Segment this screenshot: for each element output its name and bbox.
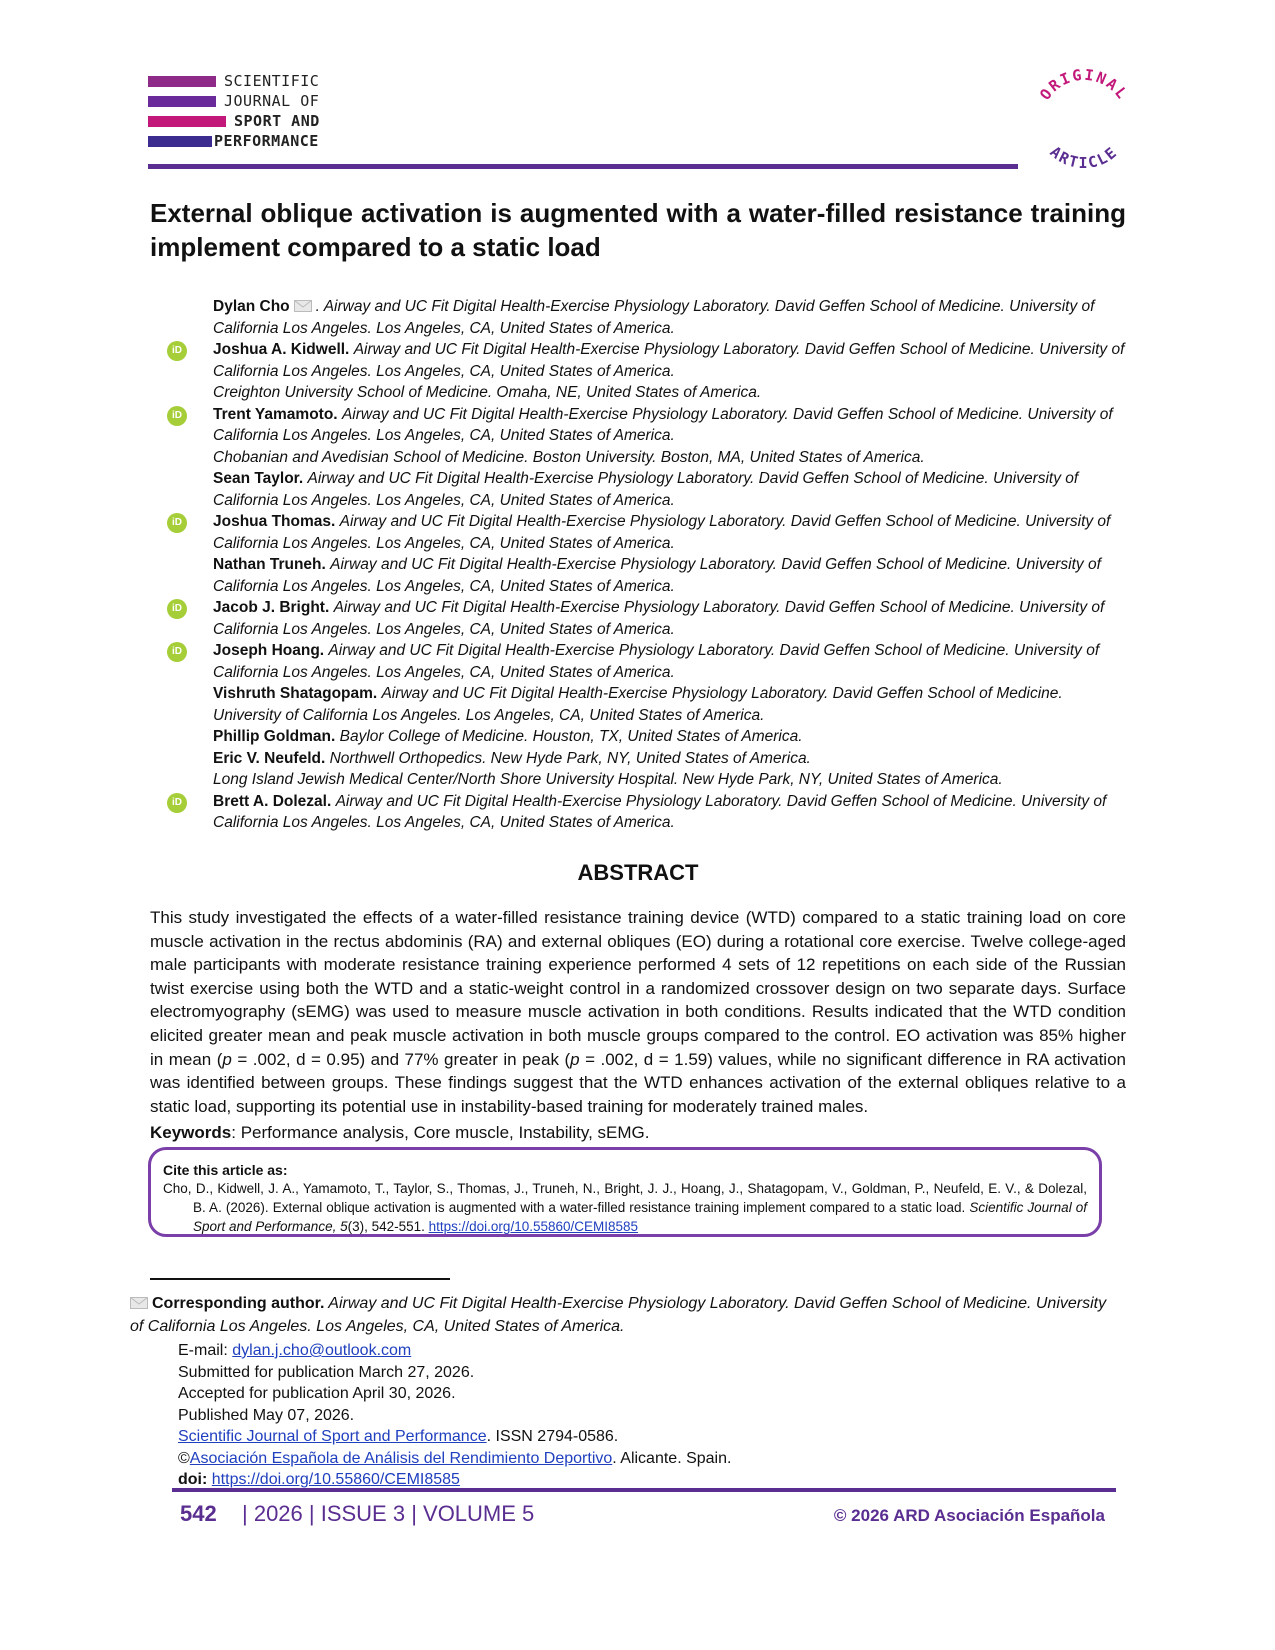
author-name: Joshua A. Kidwell. (213, 341, 350, 358)
published-line: Published May 07, 2026. (178, 1406, 355, 1424)
author-entry (150, 640, 1126, 683)
orcid-icon[interactable]: iD (167, 793, 187, 813)
cite-box (148, 1147, 1102, 1237)
author-entry (150, 554, 1126, 597)
author-affiliation: . Airway and UC Fit Digital Health-Exercise Physiology Laboratory. David Geffen School of Medicine. University of California Los Angeles. Los Angeles, CA, United States of America. (213, 298, 1095, 337)
orcid-icon[interactable]: iD (167, 341, 187, 361)
cite-heading: Cite this article as: (163, 1162, 288, 1178)
logo-bar-4 (148, 136, 212, 147)
association-line: ©Asociación Española de Análisis del Rendimiento Deportivo. Alicante. Spain. (178, 1449, 732, 1467)
keywords-list: : Performance analysis, Core muscle, Instability, sEMG. (231, 1123, 650, 1142)
author-name: Dylan Cho (213, 298, 290, 315)
header-rule (148, 164, 1018, 169)
author-name: Vishruth Shatagopam. (213, 685, 378, 702)
author-affiliation: Airway and UC Fit Digital Health-Exercise Physiology Laboratory. David Geffen School of Medicine. University of California Los Angeles. Los Angeles, CA, United States of America. (213, 642, 1100, 681)
keywords-label: Keywords (150, 1123, 232, 1142)
orcid-icon[interactable]: iD (167, 513, 187, 533)
author-list (150, 296, 1126, 834)
author-second-affiliation: Long Island Jewish Medical Center/North Shore University Hospital. New Hyde Park, NY, United States of America. (213, 771, 1003, 788)
author-name: Nathan Truneh. (213, 556, 326, 573)
author-affiliation: Airway and UC Fit Digital Health-Exercise Physiology Laboratory. David Geffen School of Medicine. University of California Los Angeles. Los Angeles, CA, United States of America. (213, 470, 1079, 509)
author-name: Eric V. Neufeld. (213, 749, 326, 767)
submitted-line: Submitted for publication March 27, 2026. (178, 1363, 475, 1381)
author-name: Brett A. Dolezal. (213, 792, 332, 810)
original-article-badge (1028, 62, 1140, 174)
author-name: Trent Yamamoto. (213, 405, 338, 423)
logo-bar-2 (148, 96, 216, 107)
author-name: Phillip Goldman. (213, 728, 336, 745)
author-entry (150, 683, 1126, 726)
article-title: External oblique activation is augmented with a water-filled resistance training implement compared to a static load (150, 198, 1126, 262)
author-affiliation: Northwell Orthopedics. New Hyde Park, NY, United States of America. (329, 749, 811, 767)
footer-copyright: © 2026 ARD Asociación Española (833, 1506, 1105, 1525)
accepted-line: Accepted for publication April 30, 2026. (178, 1385, 456, 1402)
keywords (150, 1121, 1126, 1144)
author-second-affiliation: Chobanian and Avedisian School of Medicine. Boston University. Boston, MA, United States of America. (213, 448, 925, 466)
author-name: Joshua Thomas. (213, 513, 336, 530)
author-entry (150, 726, 1126, 748)
doi-line: doi: https://doi.org/10.55860/CEMI8585 (178, 1471, 460, 1488)
corresponding-label: Corresponding author. (152, 1295, 325, 1312)
author-affiliation: Airway and UC Fit Digital Health-Exercise Physiology Laboratory. David Geffen School of Medicine. University of California Los Angeles. Los Angeles, CA, United States of America. (213, 599, 1105, 638)
doi-link[interactable]: https://doi.org/10.55860/CEMI8585 (211, 1471, 460, 1488)
author-affiliation: Airway and UC Fit Digital Health-Exercise Physiology Laboratory. David Geffen School of Medicine. University of California Los Angeles. Los Angeles, CA, United States of America. (213, 792, 1107, 831)
author-affiliation: Airway and UC Fit Digital Health-Exercise Physiology Laboratory. David Geffen School of Medicine. University of California Los Angeles. Los Angeles, CA, United States of America. (213, 405, 1113, 444)
logo-line-2: JOURNAL OF (224, 92, 320, 110)
logo-line-1: SCIENTIFIC (224, 72, 320, 90)
author-name: Sean Taylor. (213, 470, 304, 487)
author-affiliation: Airway and UC Fit Digital Health-Exercise Physiology Laboratory. David Geffen School of Medicine. University of California Los Angeles. Los Angeles, CA, United States of America. (213, 513, 1111, 552)
envelope-icon[interactable] (294, 300, 312, 312)
association-link[interactable]: Asociación Española de Análisis del Rendimiento Deportivo (189, 1449, 613, 1467)
author-entry (150, 296, 1126, 339)
author-entry (150, 339, 1126, 404)
author-entry (150, 468, 1126, 511)
corresponding-author (130, 1292, 1120, 1338)
badge-top-text: ORIGINAL (1036, 65, 1132, 104)
author-affiliation: Airway and UC Fit Digital Health-Exercise Physiology Laboratory. David Geffen School of Medicine. University of California Los Angeles. Los Angeles, CA, United States of America. (213, 685, 1063, 724)
issn-line: Scientific Journal of Sport and Performance. ISSN 2794-0586. (178, 1428, 619, 1445)
logo-bar-3 (148, 116, 226, 127)
author-entry (150, 404, 1126, 469)
orcid-icon[interactable]: iD (167, 599, 187, 619)
footer-rule (172, 1488, 1116, 1492)
orcid-icon[interactable]: iD (167, 642, 187, 662)
author-second-affiliation: Creighton University School of Medicine. Omaha, NE, United States of America. (213, 384, 762, 401)
logo-line-3: SPORT AND (234, 112, 320, 130)
author-name: Joseph Hoang. (213, 642, 325, 659)
cite-text: Cho, D., Kidwell, J. A., Yamamoto, T., Taylor, S., Thomas, J., Truneh, N., Bright, J. J., Hoang, J., Shatagopam, V., Goldman, P., Neufeld, E. V., & Dolezal, B. A. (2026). External oblique activation is augmented with a water-filled resistance training implement compared to a static load. Scientific Journal of Sport and Performance, 5(3), 542-551. https://doi.org/10.55860/CEMI8585 (163, 1181, 1087, 1234)
abstract-heading: ABSTRACT (577, 860, 699, 885)
abstract-text: This study investigated the effects of a water-filled resistance training device (WTD) compared to a static training load on core muscle activation in the rectus abdominis (RA) and external obliques (EO) during a rotational core exercise. Twelve college-aged male participants with moderate resistance training experience performed 4 sets of 12 repetitions on each side of the Russian twist exercise using both the WTD and a static-weight control in a randomized crossover design on two separate days. Surface electromyography (sEMG) was used to measure muscle activation in both conditions. Results indicated that the WTD condition elicited greater mean and peak muscle activation in both muscle groups compared to the control. EO activation was 85% higher in mean (p = .002, d = 0.95) and 77% greater in peak (p = .002, d = 1.59) values, while no significant difference in RA activation was identified between groups. These findings suggest that the WTD enhances activation of the external obliques relative to a static load, supporting its potential use in instability-based training for moderately trained males. (150, 908, 1126, 1116)
author-entry (150, 597, 1126, 640)
cite-doi-link[interactable]: https://doi.org/10.55860/CEMI8585 (428, 1219, 639, 1234)
orcid-icon[interactable]: iD (167, 406, 187, 426)
journal-link[interactable]: Scientific Journal of Sport and Performance (178, 1428, 487, 1445)
author-name: Jacob J. Bright. (213, 599, 330, 616)
badge-bottom-text: ARTICLE (1046, 142, 1122, 172)
author-entry (150, 791, 1126, 834)
author-affiliation: Airway and UC Fit Digital Health-Exercise Physiology Laboratory. David Geffen School of Medicine. University of California Los Angeles. Los Angeles, CA, United States of America. (213, 556, 1101, 595)
publication-info (178, 1340, 731, 1491)
author-affiliation: Baylor College of Medicine. Houston, TX, United States of America. (339, 728, 803, 745)
logo-bar-1 (148, 76, 216, 87)
issue-info: | 2026 | ISSUE 3 | VOLUME 5 (242, 1501, 535, 1526)
page-number: 542 (180, 1501, 217, 1526)
author-affiliation: Airway and UC Fit Digital Health-Exercise Physiology Laboratory. David Geffen School of Medicine. University of California Los Angeles. Los Angeles, CA, United States of America. (213, 341, 1125, 380)
email-link[interactable]: dylan.j.cho@outlook.com (232, 1342, 412, 1359)
footnote-rule (150, 1278, 450, 1280)
email-line: E-mail: dylan.j.cho@outlook.com (178, 1342, 412, 1359)
logo-line-4: PERFORMANCE (214, 132, 319, 150)
envelope-icon (130, 1297, 148, 1309)
author-entry (150, 511, 1126, 554)
corresponding-affiliation: Airway and UC Fit Digital Health-Exercise Physiology Laboratory. David Geffen School of Medicine. University of California Los Angeles. Los Angeles, CA, United States of America. (130, 1295, 1107, 1335)
author-entry (150, 748, 1126, 791)
